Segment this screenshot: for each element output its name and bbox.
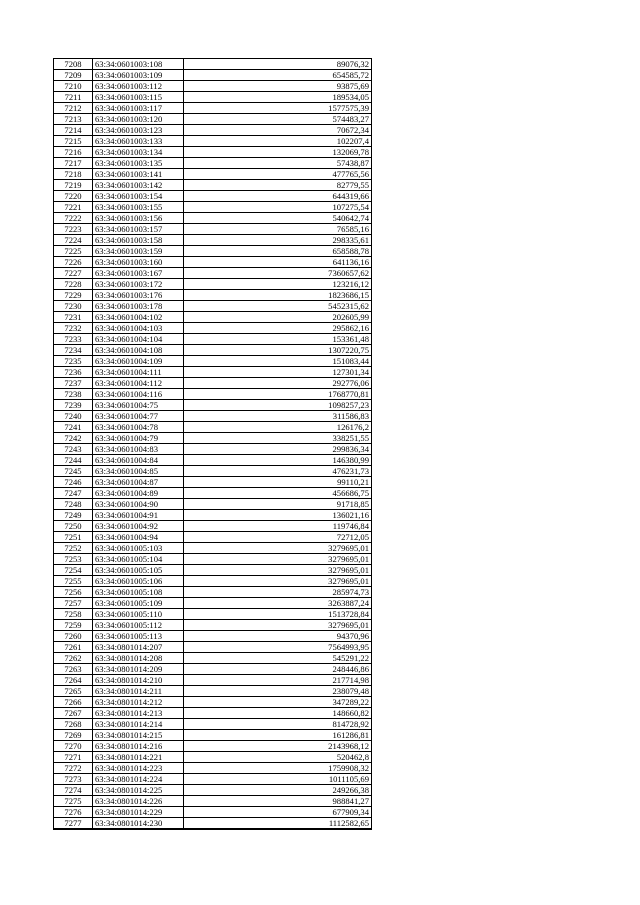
- table-row: [54, 103, 372, 114]
- row-number-cell: 7247: [54, 488, 93, 499]
- table-row: [54, 158, 372, 169]
- table-row: [54, 708, 372, 719]
- row-number-cell: 7255: [54, 576, 93, 587]
- value-cell: 1823686,15: [184, 290, 372, 301]
- cadastral-number-cell: 63:34:0801014:226: [93, 796, 184, 807]
- cadastral-number-cell: 63:34:0601004:109: [93, 356, 184, 367]
- cadastral-number-cell: 63:34:0601004:77: [93, 411, 184, 422]
- value-cell: 814728,92: [184, 719, 372, 730]
- value-cell: 292776,06: [184, 378, 372, 389]
- row-number-cell: 7228: [54, 279, 93, 290]
- row-number-cell: 7208: [54, 59, 93, 70]
- cadastral-number-cell: 63:34:0601003:176: [93, 290, 184, 301]
- row-number-cell: 7229: [54, 290, 93, 301]
- row-number-cell: 7276: [54, 807, 93, 818]
- table-row: [54, 213, 372, 224]
- row-number-cell: 7248: [54, 499, 93, 510]
- row-number-cell: 7268: [54, 719, 93, 730]
- row-number-cell: 7218: [54, 169, 93, 180]
- row-number-cell: 7251: [54, 532, 93, 543]
- value-cell: 2143968,12: [184, 741, 372, 752]
- value-cell: 7564993,95: [184, 642, 372, 653]
- cadastral-number-cell: 63:34:0601003:155: [93, 202, 184, 213]
- row-number-cell: 7274: [54, 785, 93, 796]
- value-cell: 477765,56: [184, 169, 372, 180]
- value-cell: 119746,84: [184, 521, 372, 532]
- table-row: [54, 125, 372, 136]
- table-row: [54, 180, 372, 191]
- table-row: [54, 477, 372, 488]
- value-cell: 217714,98: [184, 675, 372, 686]
- row-number-cell: 7217: [54, 158, 93, 169]
- row-number-cell: 7277: [54, 818, 93, 830]
- row-number-cell: 7213: [54, 114, 93, 125]
- table-row: [54, 763, 372, 774]
- value-cell: 1011105,69: [184, 774, 372, 785]
- cadastral-number-cell: 63:34:0601003:178: [93, 301, 184, 312]
- cadastral-number-cell: 63:34:0801014:207: [93, 642, 184, 653]
- table-row: [54, 323, 372, 334]
- value-cell: 107275,54: [184, 202, 372, 213]
- table-row: [54, 411, 372, 422]
- cadastral-number-cell: 63:34:0601003:160: [93, 257, 184, 268]
- row-number-cell: 7263: [54, 664, 93, 675]
- row-number-cell: 7230: [54, 301, 93, 312]
- cadastral-number-cell: 63:34:0601004:112: [93, 378, 184, 389]
- table-row: [54, 807, 372, 818]
- row-number-cell: 7259: [54, 620, 93, 631]
- row-number-cell: 7245: [54, 466, 93, 477]
- table-row: [54, 565, 372, 576]
- cadastral-number-cell: 63:34:0801014:213: [93, 708, 184, 719]
- value-cell: 127301,34: [184, 367, 372, 378]
- row-number-cell: 7222: [54, 213, 93, 224]
- value-cell: 311586,83: [184, 411, 372, 422]
- value-cell: 1513728,84: [184, 609, 372, 620]
- cadastral-number-cell: 63:34:0601004:78: [93, 422, 184, 433]
- row-number-cell: 7234: [54, 345, 93, 356]
- row-number-cell: 7256: [54, 587, 93, 598]
- row-number-cell: 7231: [54, 312, 93, 323]
- table-row: [54, 730, 372, 741]
- cadastral-number-cell: 63:34:0801014:221: [93, 752, 184, 763]
- cadastral-number-cell: 63:34:0601004:89: [93, 488, 184, 499]
- cadastral-number-cell: 63:34:0801014:215: [93, 730, 184, 741]
- row-number-cell: 7241: [54, 422, 93, 433]
- value-cell: 94370,96: [184, 631, 372, 642]
- table-row: [54, 664, 372, 675]
- table-row: [54, 499, 372, 510]
- row-number-cell: 7264: [54, 675, 93, 686]
- value-cell: 658588,78: [184, 246, 372, 257]
- table-row: [54, 488, 372, 499]
- table-row: [54, 114, 372, 125]
- cadastral-number-cell: 63:34:0601003:159: [93, 246, 184, 257]
- row-number-cell: 7269: [54, 730, 93, 741]
- table-row: [54, 719, 372, 730]
- row-number-cell: 7250: [54, 521, 93, 532]
- value-cell: 248446,86: [184, 664, 372, 675]
- row-number-cell: 7223: [54, 224, 93, 235]
- cadastral-number-cell: 63:34:0601004:75: [93, 400, 184, 411]
- row-number-cell: 7235: [54, 356, 93, 367]
- table-row: [54, 818, 372, 830]
- row-number-cell: 7267: [54, 708, 93, 719]
- cadastral-number-cell: 63:34:0601003:115: [93, 92, 184, 103]
- cadastral-number-cell: 63:34:0601003:123: [93, 125, 184, 136]
- table-row: [54, 400, 372, 411]
- cadastral-number-cell: 63:34:0601004:91: [93, 510, 184, 521]
- cadastral-number-cell: 63:34:0601005:113: [93, 631, 184, 642]
- value-cell: 3279695,01: [184, 576, 372, 587]
- value-cell: 456686,75: [184, 488, 372, 499]
- value-cell: 126176,2: [184, 422, 372, 433]
- cadastral-number-cell: 63:34:0801014:209: [93, 664, 184, 675]
- row-number-cell: 7216: [54, 147, 93, 158]
- cadastral-number-cell: 63:34:0801014:230: [93, 818, 184, 830]
- cadastral-number-cell: 63:34:0601003:133: [93, 136, 184, 147]
- cadastral-number-cell: 63:34:0801014:225: [93, 785, 184, 796]
- value-cell: 1112582,65: [184, 818, 372, 830]
- cadastral-number-cell: 63:34:0801014:214: [93, 719, 184, 730]
- cadastral-number-cell: 63:34:0601003:108: [93, 59, 184, 70]
- table-row: [54, 224, 372, 235]
- cadastral-number-cell: 63:34:0601004:85: [93, 466, 184, 477]
- row-number-cell: 7242: [54, 433, 93, 444]
- table-row: [54, 554, 372, 565]
- table-body: [54, 59, 372, 830]
- table-row: [54, 367, 372, 378]
- value-cell: 644319,66: [184, 191, 372, 202]
- table-row: [54, 609, 372, 620]
- row-number-cell: 7237: [54, 378, 93, 389]
- value-cell: 3279695,01: [184, 620, 372, 631]
- value-cell: 161286,81: [184, 730, 372, 741]
- value-cell: 93875,69: [184, 81, 372, 92]
- table-row: [54, 653, 372, 664]
- cadastral-number-cell: 63:34:0601003:157: [93, 224, 184, 235]
- value-cell: 202605,99: [184, 312, 372, 323]
- table-row: [54, 422, 372, 433]
- row-number-cell: 7227: [54, 268, 93, 279]
- row-number-cell: 7239: [54, 400, 93, 411]
- row-number-cell: 7219: [54, 180, 93, 191]
- table-row: [54, 433, 372, 444]
- value-cell: 285974,73: [184, 587, 372, 598]
- value-cell: 1768770,81: [184, 389, 372, 400]
- row-number-cell: 7224: [54, 235, 93, 246]
- cadastral-number-cell: 63:34:0601005:110: [93, 609, 184, 620]
- cadastral-number-cell: 63:34:0801014:211: [93, 686, 184, 697]
- row-number-cell: 7246: [54, 477, 93, 488]
- table-row: [54, 774, 372, 785]
- row-number-cell: 7261: [54, 642, 93, 653]
- row-number-cell: 7273: [54, 774, 93, 785]
- cadastral-number-cell: 63:34:0601004:104: [93, 334, 184, 345]
- cadastral-number-cell: 63:34:0601003:141: [93, 169, 184, 180]
- table-row: [54, 147, 372, 158]
- value-cell: 70672,34: [184, 125, 372, 136]
- value-cell: 151083,44: [184, 356, 372, 367]
- value-cell: 249266,38: [184, 785, 372, 796]
- value-cell: 102207,4: [184, 136, 372, 147]
- cadastral-number-cell: 63:34:0601003:158: [93, 235, 184, 246]
- table-row: [54, 389, 372, 400]
- cadastral-number-cell: 63:34:0601004:94: [93, 532, 184, 543]
- value-cell: 1307220,75: [184, 345, 372, 356]
- table-row: [54, 356, 372, 367]
- table-row: [54, 444, 372, 455]
- row-number-cell: 7226: [54, 257, 93, 268]
- row-number-cell: 7243: [54, 444, 93, 455]
- cadastral-number-cell: 63:34:0601005:112: [93, 620, 184, 631]
- table-row: [54, 466, 372, 477]
- row-number-cell: 7232: [54, 323, 93, 334]
- row-number-cell: 7221: [54, 202, 93, 213]
- table-row: [54, 642, 372, 653]
- value-cell: 540642,74: [184, 213, 372, 224]
- table-row: [54, 587, 372, 598]
- table-row: [54, 455, 372, 466]
- value-cell: 148660,82: [184, 708, 372, 719]
- table-row: [54, 235, 372, 246]
- value-cell: 91718,85: [184, 499, 372, 510]
- cadastral-number-cell: 63:34:0601004:102: [93, 312, 184, 323]
- table-row: [54, 785, 372, 796]
- row-number-cell: 7253: [54, 554, 93, 565]
- value-cell: 1577575,39: [184, 103, 372, 114]
- cadastral-number-cell: 63:34:0801014:216: [93, 741, 184, 752]
- value-cell: 189534,05: [184, 92, 372, 103]
- value-cell: 89076,32: [184, 59, 372, 70]
- table-row: [54, 631, 372, 642]
- cadastral-number-cell: 63:34:0601003:142: [93, 180, 184, 191]
- table-row: [54, 741, 372, 752]
- value-cell: 132069,78: [184, 147, 372, 158]
- cadastral-number-cell: 63:34:0801014:224: [93, 774, 184, 785]
- cadastral-number-cell: 63:34:0601004:90: [93, 499, 184, 510]
- cadastral-number-cell: 63:34:0601003:120: [93, 114, 184, 125]
- table-row: [54, 268, 372, 279]
- value-cell: 7360657,62: [184, 268, 372, 279]
- cadastral-number-cell: 63:34:0601003:154: [93, 191, 184, 202]
- cadastral-number-cell: 63:34:0601005:109: [93, 598, 184, 609]
- cadastral-number-cell: 63:34:0601004:79: [93, 433, 184, 444]
- cadastral-number-cell: 63:34:0601005:104: [93, 554, 184, 565]
- table-row: [54, 136, 372, 147]
- row-number-cell: 7254: [54, 565, 93, 576]
- value-cell: 99110,21: [184, 477, 372, 488]
- cadastral-number-cell: 63:34:0801014:210: [93, 675, 184, 686]
- value-cell: 3263887,24: [184, 598, 372, 609]
- cadastral-number-cell: 63:34:0601004:84: [93, 455, 184, 466]
- value-cell: 123216,12: [184, 279, 372, 290]
- value-cell: 5452315,62: [184, 301, 372, 312]
- table-row: [54, 92, 372, 103]
- cadastral-number-cell: 63:34:0601003:112: [93, 81, 184, 92]
- table-row: [54, 532, 372, 543]
- cadastral-number-cell: 63:34:0601004:92: [93, 521, 184, 532]
- cadastral-number-cell: 63:34:0601005:108: [93, 587, 184, 598]
- table-row: [54, 378, 372, 389]
- cadastral-number-cell: 63:34:0601004:116: [93, 389, 184, 400]
- row-number-cell: 7266: [54, 697, 93, 708]
- cadastral-number-cell: 63:34:0801014:212: [93, 697, 184, 708]
- value-cell: 238079,48: [184, 686, 372, 697]
- cadastral-number-cell: 63:34:0601003:167: [93, 268, 184, 279]
- row-number-cell: 7238: [54, 389, 93, 400]
- table-row: [54, 312, 372, 323]
- value-cell: 338251,55: [184, 433, 372, 444]
- row-number-cell: 7236: [54, 367, 93, 378]
- table-row: [54, 257, 372, 268]
- value-cell: 82779,55: [184, 180, 372, 191]
- value-cell: 146380,99: [184, 455, 372, 466]
- cadastral-number-cell: 63:34:0601004:111: [93, 367, 184, 378]
- value-cell: 641136,16: [184, 257, 372, 268]
- row-number-cell: 7275: [54, 796, 93, 807]
- row-number-cell: 7257: [54, 598, 93, 609]
- value-cell: 136021,16: [184, 510, 372, 521]
- row-number-cell: 7215: [54, 136, 93, 147]
- table-row: [54, 620, 372, 631]
- row-number-cell: 7252: [54, 543, 93, 554]
- row-number-cell: 7240: [54, 411, 93, 422]
- table-row: [54, 543, 372, 554]
- table-row: [54, 510, 372, 521]
- row-number-cell: 7210: [54, 81, 93, 92]
- row-number-cell: 7209: [54, 70, 93, 81]
- value-cell: 520462,8: [184, 752, 372, 763]
- table-row: [54, 169, 372, 180]
- value-cell: 476231,73: [184, 466, 372, 477]
- value-cell: 574483,27: [184, 114, 372, 125]
- row-number-cell: 7262: [54, 653, 93, 664]
- cadastral-number-cell: 63:34:0601004:87: [93, 477, 184, 488]
- row-number-cell: 7272: [54, 763, 93, 774]
- cadastral-number-cell: 63:34:0601004:108: [93, 345, 184, 356]
- cadastral-number-cell: 63:34:0601003:117: [93, 103, 184, 114]
- row-number-cell: 7211: [54, 92, 93, 103]
- cadastral-number-cell: 63:34:0601005:103: [93, 543, 184, 554]
- row-number-cell: 7260: [54, 631, 93, 642]
- value-cell: 72712,05: [184, 532, 372, 543]
- cadastral-number-cell: 63:34:0601003:134: [93, 147, 184, 158]
- row-number-cell: 7225: [54, 246, 93, 257]
- cadastral-number-cell: 63:34:0601004:103: [93, 323, 184, 334]
- table-row: [54, 345, 372, 356]
- row-number-cell: 7220: [54, 191, 93, 202]
- value-cell: 57438,87: [184, 158, 372, 169]
- table-row: [54, 686, 372, 697]
- table-row: [54, 202, 372, 213]
- table-row: [54, 279, 372, 290]
- row-number-cell: 7265: [54, 686, 93, 697]
- table-row: [54, 191, 372, 202]
- table-row: [54, 334, 372, 345]
- cadastral-number-cell: 63:34:0601003:109: [93, 70, 184, 81]
- cadastral-number-cell: 63:34:0601003:156: [93, 213, 184, 224]
- value-cell: 1759908,32: [184, 763, 372, 774]
- row-number-cell: 7271: [54, 752, 93, 763]
- value-cell: 677909,34: [184, 807, 372, 818]
- value-cell: 988841,27: [184, 796, 372, 807]
- table-row: [54, 598, 372, 609]
- table-row: [54, 70, 372, 81]
- table-row: [54, 796, 372, 807]
- value-cell: 1098257,23: [184, 400, 372, 411]
- row-number-cell: 7233: [54, 334, 93, 345]
- row-number-cell: 7258: [54, 609, 93, 620]
- table-row: [54, 675, 372, 686]
- value-cell: 295862,16: [184, 323, 372, 334]
- value-cell: 3279695,01: [184, 565, 372, 576]
- table-row: [54, 301, 372, 312]
- cadastral-number-cell: 63:34:0601004:83: [93, 444, 184, 455]
- row-number-cell: 7244: [54, 455, 93, 466]
- value-cell: 3279695,01: [184, 543, 372, 554]
- value-cell: 654585,72: [184, 70, 372, 81]
- cadastral-value-table: [53, 58, 372, 830]
- cadastral-number-cell: 63:34:0601003:135: [93, 158, 184, 169]
- cadastral-number-cell: 63:34:0601005:106: [93, 576, 184, 587]
- value-cell: 76585,16: [184, 224, 372, 235]
- table-row: [54, 576, 372, 587]
- cadastral-number-cell: 63:34:0801014:208: [93, 653, 184, 664]
- table-row: [54, 697, 372, 708]
- row-number-cell: 7249: [54, 510, 93, 521]
- row-number-cell: 7214: [54, 125, 93, 136]
- value-cell: 347289,22: [184, 697, 372, 708]
- row-number-cell: 7212: [54, 103, 93, 114]
- cadastral-number-cell: 63:34:0801014:223: [93, 763, 184, 774]
- cadastral-number-cell: 63:34:0601005:105: [93, 565, 184, 576]
- value-cell: 153361,48: [184, 334, 372, 345]
- table-row: [54, 81, 372, 92]
- table-row: [54, 246, 372, 257]
- value-cell: 298335,61: [184, 235, 372, 246]
- value-cell: 3279695,01: [184, 554, 372, 565]
- table-row: [54, 752, 372, 763]
- table-row: [54, 521, 372, 532]
- row-number-cell: 7270: [54, 741, 93, 752]
- cadastral-number-cell: 63:34:0601003:172: [93, 279, 184, 290]
- value-cell: 299836,34: [184, 444, 372, 455]
- table-row: [54, 290, 372, 301]
- table-row: [54, 59, 372, 70]
- value-cell: 545291,22: [184, 653, 372, 664]
- cadastral-number-cell: 63:34:0801014:229: [93, 807, 184, 818]
